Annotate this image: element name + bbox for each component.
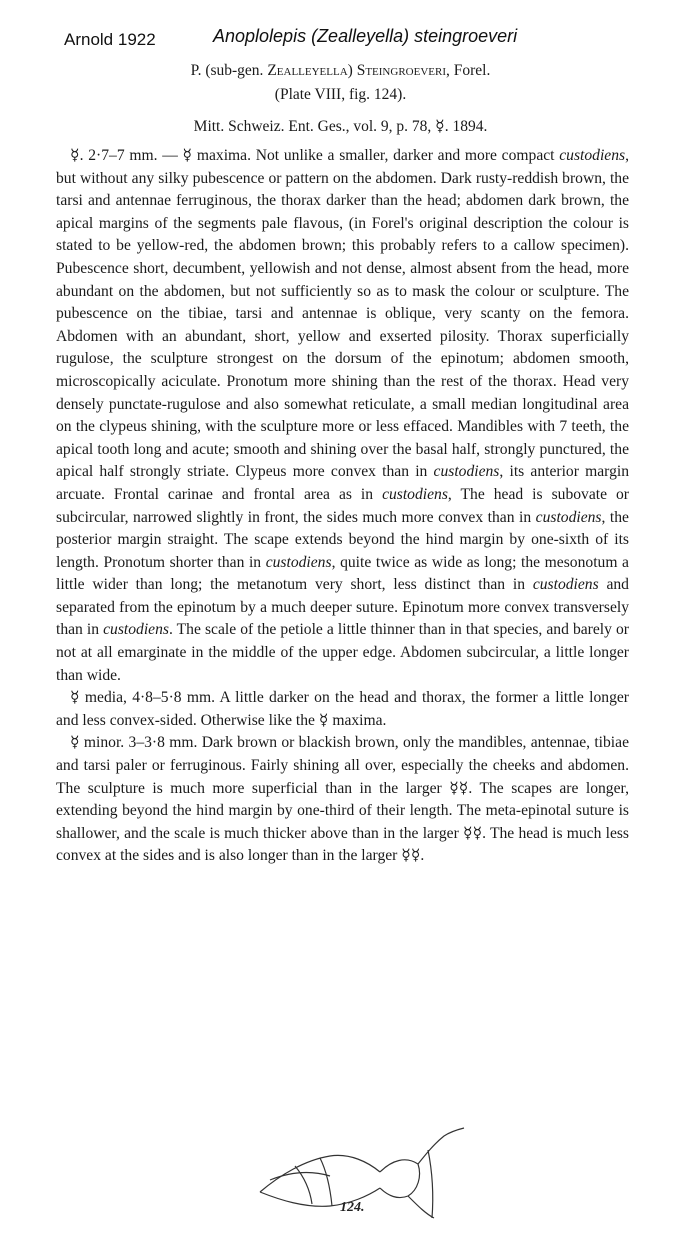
species-title: P. (sub-gen. Zealleyella) Steingroeveri, Forel. (190, 62, 491, 79)
paragraph-maxima: ☿. 2·7–7 mm. — ☿ maxima. Not unlike a smaller, darker and more compact custodiens, but without any silky pubescence or pattern on the abdomen. Dark rusty-reddish brown, the tarsi and antennae ferruginous, the thorax darker than the head; abdomen dark brown, the apical margins of the segments pale flavous, (in Forel's original description the colour is stated to be yellow-red, the abdomen brown; this probably refers to a callow specimen). Pubescence short, decumbent, yellowish and not dense, almost absent from the head, more abundant on the abdomen, but not sufficiently so as to mask the colour or sculpture. The pubescence on the tibiae, tarsi and antennae is oblique, very scanty on the femora. Abdomen with an abundant, short, yellow and exserted pilosity. Thorax superficially rugulose, the sculpture strongest on the dorsum of the epinotum; abdomen smooth, microscopically aciculate. Pronotum more shining than the rest of the thorax. Head very densely punctate-rugulose and also somewhat reticulate, a small median longitudinal area on the clypeus shining, with the sculpture more or less effaced. Mandibles with 7 teeth, the apical tooth long and acute; smooth and shining over the basal half, strongly punctured, the apical half strongly striate. Clypeus more convex than in custodiens, its anterior margin arcuate. Frontal carinae and frontal area as in custodiens, The head is subovate or subcircular, narrowed slightly in front, the sides much more convex than in custodiens, the posterior margin straight. The scape extends beyond the hind margin by one-sixth of its length. Pronotum shorter than in custodiens, quite twice as wide as long; the mesonotum a little wider than long; the metanotum very short, less distinct than in custodiens and separated from the epinotum by a much deeper suture. Epinotum more convex transversely than in custodiens. The scale of the petiole a little thinner than in that species, and barely or not at all emarginate in the middle of the upper edge. Abdomen subcircular, a little longer than wide. (56, 147, 629, 684)
page-header (64, 26, 664, 52)
plate-reference: (Plate VIII, fig. 124). (274, 86, 407, 103)
paragraph-media: ☿ media, 4·8–5·8 mm. A little darker on the head and thorax, the former a little longer and less convex-sided. Otherwise like the ☿ maxima. (56, 689, 629, 729)
figure-label: 124. (340, 1200, 365, 1215)
header-taxon-name: Anoplolepis (Zealleyella) steingroeveri (213, 26, 518, 46)
description-body (56, 145, 629, 868)
species-name: Steingroeveri (356, 62, 446, 79)
petiole-figure (250, 1120, 480, 1240)
header-author-year: Arnold 1922 (64, 30, 156, 49)
literature-reference: Mitt. Schweiz. Ent. Ges., vol. 9, p. 78, ☿. 1894. (193, 118, 488, 135)
paragraph-minor: ☿ minor. 3–3·8 mm. Dark brown or blackish brown, only the mandibles, antennae, tibiae and tarsi paler or ferruginous. Fairly shining all over, especially the cheeks and abdomen. The sculpture is much more superficial than in the larger ☿☿. The scapes are longer, extending beyond the hind margin by one-third of their length. The meta-epinotal suture is shallower, and the scale is much thicker above than in the larger ☿☿. The head is much less convex at the sides and is also longer than in the larger ☿☿. (56, 734, 629, 865)
subgenus-name: Zealleyella (267, 62, 348, 79)
